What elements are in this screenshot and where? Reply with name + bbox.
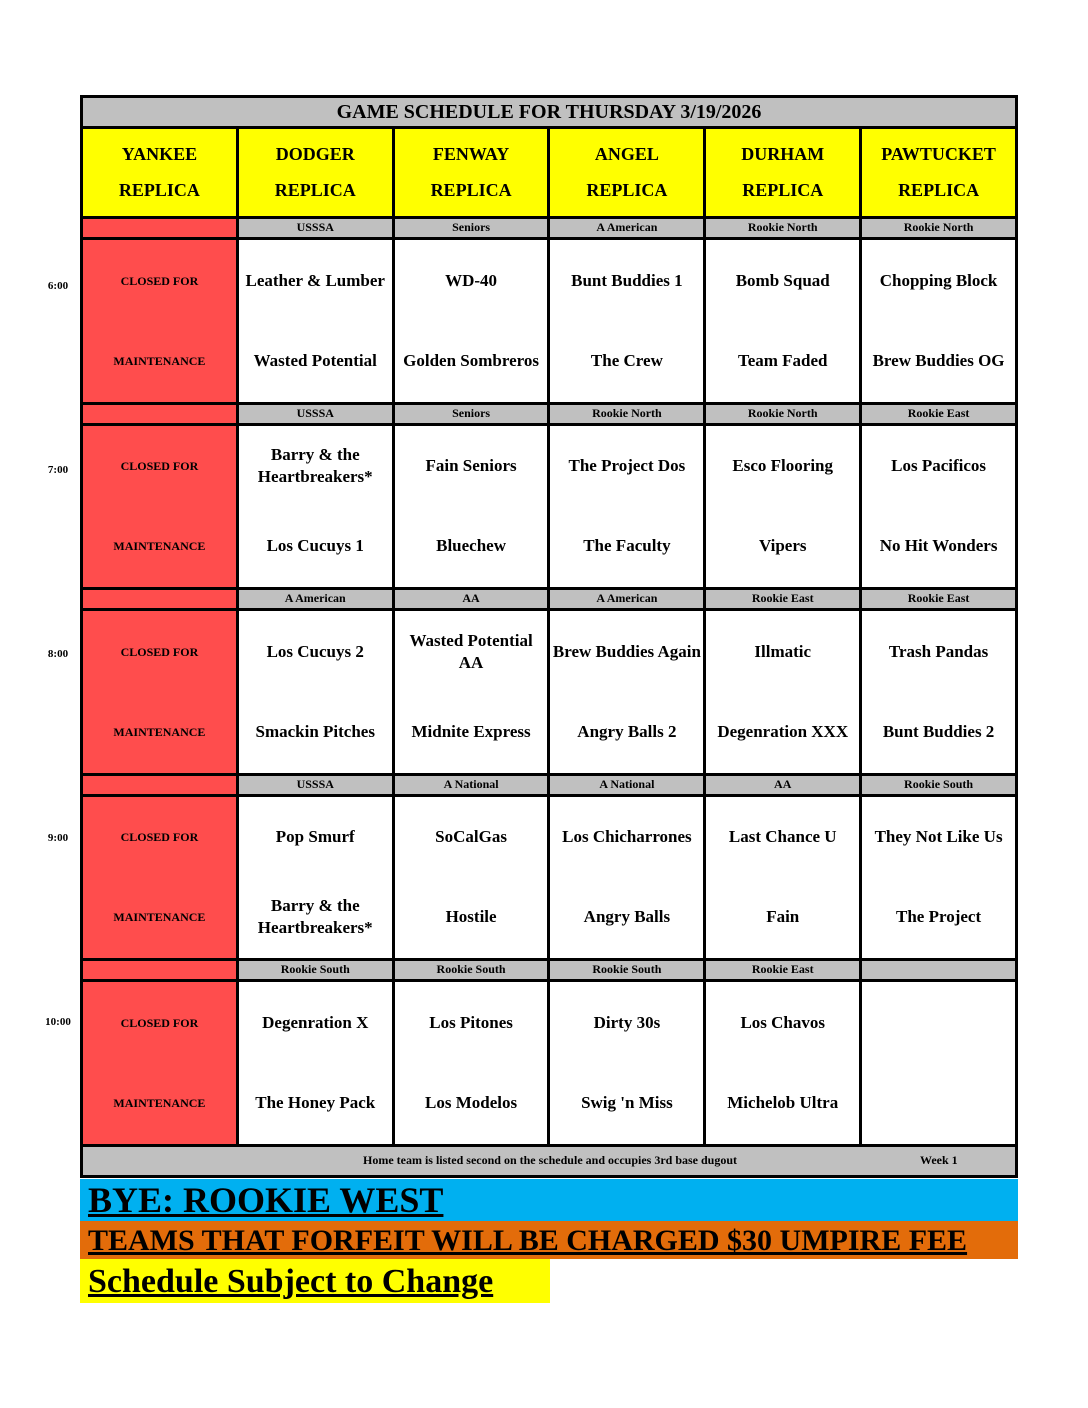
game-cell — [861, 610, 1017, 775]
home-team: Angry Balls — [583, 907, 671, 927]
field-name: ANGEL — [594, 144, 659, 165]
game-cell — [705, 424, 861, 589]
division-label: Rookie South — [393, 960, 549, 981]
away-team: Bunt Buddies 1 — [571, 270, 683, 290]
field-type: REPLICA — [118, 179, 200, 200]
home-team: Los Cucuys 1 — [266, 536, 364, 556]
away-team: Degenration X — [262, 1012, 369, 1032]
away-team: Los Chavos — [740, 1012, 825, 1032]
away-team: WD-40 — [445, 270, 498, 290]
game-cell — [705, 981, 861, 1146]
closed-divider-cell — [82, 774, 238, 795]
game-row — [82, 239, 1017, 404]
game-row — [82, 795, 1017, 960]
home-team: Midnite Express — [411, 721, 531, 741]
away-team: Wasted Potential AA — [409, 630, 533, 672]
game-cell — [861, 239, 1017, 404]
away-team: Brew Buddies Again — [552, 641, 701, 661]
game-row — [82, 610, 1017, 775]
home-team: No Hit Wonders — [879, 536, 998, 556]
game-cell — [549, 795, 705, 960]
home-team: Angry Balls 2 — [577, 721, 677, 741]
home-team: Wasted Potential — [253, 350, 377, 370]
division-label: Rookie East — [705, 960, 861, 981]
game-cell — [237, 239, 393, 404]
field-name: FENWAY — [432, 144, 510, 165]
division-label: Seniors — [393, 218, 549, 239]
time-label: 9:00 — [47, 832, 69, 844]
field-header-durham — [705, 128, 861, 218]
maintenance-label: MAINTENANCE — [113, 353, 206, 368]
field-type: REPLICA — [274, 179, 356, 200]
game-cell — [549, 239, 705, 404]
schedule-title: GAME SCHEDULE FOR THURSDAY 3/19/2026 — [82, 97, 1017, 128]
away-team: Fain Seniors — [425, 456, 517, 476]
division-label: Rookie North — [705, 218, 861, 239]
away-team: Dirty 30s — [593, 1012, 661, 1032]
game-cell — [549, 610, 705, 775]
division-label: Rookie South — [861, 774, 1017, 795]
game-cell — [393, 981, 549, 1146]
home-team: The Crew — [590, 350, 663, 370]
division-row — [82, 589, 1017, 610]
schedule-change-banner: Schedule Subject to Change — [80, 1259, 550, 1303]
division-row — [82, 403, 1017, 424]
game-cell — [549, 424, 705, 589]
away-team: Barry & the Heartbreakers* — [257, 445, 373, 487]
division-label: Rookie North — [705, 403, 861, 424]
game-cell — [393, 424, 549, 589]
time-label: 8:00 — [47, 648, 69, 660]
away-team: The Project Dos — [568, 456, 686, 476]
home-team: Michelob Ultra — [727, 1092, 839, 1112]
field-header-fenway — [393, 128, 549, 218]
home-team: Degenration XXX — [717, 721, 849, 741]
closed-for-maintenance-cell — [82, 795, 238, 960]
game-cell — [861, 424, 1017, 589]
home-team: Bluechew — [436, 536, 507, 556]
maintenance-label: MAINTENANCE — [113, 724, 206, 739]
forfeit-banner: TEAMS THAT FORFEIT WILL BE CHARGED $30 UMPIRE FEE — [80, 1221, 1018, 1259]
game-cell — [705, 239, 861, 404]
field-type: REPLICA — [430, 179, 512, 200]
division-label: A National — [393, 774, 549, 795]
away-team: Last Chance U — [728, 827, 837, 847]
closed-label: CLOSED FOR — [120, 1015, 199, 1030]
division-label: Rookie East — [705, 589, 861, 610]
field-name: DODGER — [275, 144, 355, 165]
division-label: USSSA — [237, 403, 393, 424]
division-label: A American — [549, 218, 705, 239]
division-label: Seniors — [393, 403, 549, 424]
game-cell — [861, 795, 1017, 960]
home-team: Golden Sombreros — [403, 350, 539, 370]
division-label: AA — [705, 774, 861, 795]
game-cell — [237, 424, 393, 589]
field-type: REPLICA — [898, 179, 980, 200]
field-header-row — [82, 128, 1017, 218]
home-team: Brew Buddies OG — [872, 350, 1005, 370]
home-team: Fain — [766, 907, 800, 927]
field-header-yankee — [82, 128, 238, 218]
closed-for-maintenance-cell — [82, 981, 238, 1146]
away-team: Pop Smurf — [275, 827, 355, 847]
schedule-table — [80, 95, 1018, 1178]
home-team: Bunt Buddies 2 — [882, 721, 995, 741]
away-team: SoCalGas — [435, 827, 507, 847]
game-cell — [237, 981, 393, 1146]
away-team: Los Chicharrones — [562, 827, 692, 847]
closed-divider-cell — [82, 218, 238, 239]
away-team: Trash Pandas — [888, 641, 989, 661]
division-row — [82, 218, 1017, 239]
home-team: Barry & the Heartbreakers* — [257, 896, 373, 938]
home-team: Team Faded — [737, 350, 828, 370]
closed-for-maintenance-cell — [82, 239, 238, 404]
away-team: Chopping Block — [879, 270, 998, 290]
field-name: YANKEE — [121, 144, 198, 165]
away-team: Illmatic — [754, 641, 812, 661]
maintenance-label: MAINTENANCE — [113, 910, 206, 925]
division-row — [82, 774, 1017, 795]
closed-divider-cell — [82, 403, 238, 424]
game-cell — [237, 795, 393, 960]
closed-label: CLOSED FOR — [120, 644, 199, 659]
away-team — [862, 983, 1015, 1063]
home-team: The Honey Pack — [255, 1092, 376, 1112]
game-cell — [705, 795, 861, 960]
bye-banner: BYE: ROOKIE WEST — [80, 1179, 1018, 1221]
away-team: Bomb Squad — [735, 270, 830, 290]
maintenance-label: MAINTENANCE — [113, 1095, 206, 1110]
away-team: Esco Flooring — [732, 456, 834, 476]
maintenance-label: MAINTENANCE — [113, 539, 206, 554]
division-label: USSSA — [237, 218, 393, 239]
field-name: PAWTUCKET — [881, 144, 996, 165]
home-team: The Project — [896, 907, 982, 927]
division-label — [861, 960, 1017, 981]
field-header-pawtucket — [861, 128, 1017, 218]
field-type: REPLICA — [586, 179, 668, 200]
division-label: A American — [237, 589, 393, 610]
time-label: 7:00 — [47, 464, 69, 476]
game-cell — [861, 981, 1017, 1146]
week-label: Week 1 — [920, 1153, 958, 1168]
division-label: AA — [393, 589, 549, 610]
game-cell — [393, 610, 549, 775]
division-label: USSSA — [237, 774, 393, 795]
away-team: Los Pacificos — [891, 456, 987, 476]
field-header-dodger — [237, 128, 393, 218]
division-label: Rookie North — [549, 403, 705, 424]
division-label: Rookie South — [549, 960, 705, 981]
division-label: Rookie East — [861, 403, 1017, 424]
division-label: A National — [549, 774, 705, 795]
division-row — [82, 960, 1017, 981]
footer-cell — [82, 1145, 1017, 1176]
away-team: Los Pitones — [429, 1012, 513, 1032]
time-label: 10:00 — [45, 1016, 71, 1028]
home-team: Swig 'n Miss — [581, 1092, 673, 1112]
home-team-note: Home team is listed second on the schedule and occupies 3rd base dugout — [362, 1153, 738, 1168]
closed-for-maintenance-cell — [82, 424, 238, 589]
game-cell — [237, 610, 393, 775]
home-team: The Faculty — [583, 536, 671, 556]
closed-divider-cell — [82, 960, 238, 981]
time-label: 6:00 — [47, 280, 69, 292]
division-label: Rookie North — [861, 218, 1017, 239]
game-cell — [393, 795, 549, 960]
game-cell — [549, 981, 705, 1146]
home-team: Hostile — [445, 907, 497, 927]
game-cell — [705, 610, 861, 775]
home-team: Smackin Pitches — [255, 721, 375, 741]
field-name: DURHAM — [741, 144, 825, 165]
closed-label: CLOSED FOR — [120, 273, 199, 288]
closed-for-maintenance-cell — [82, 610, 238, 775]
closed-divider-cell — [82, 589, 238, 610]
field-type: REPLICA — [742, 179, 824, 200]
game-row — [82, 981, 1017, 1146]
home-team — [862, 1063, 1015, 1143]
home-team: Vipers — [758, 536, 807, 556]
field-header-angel — [549, 128, 705, 218]
game-row — [82, 424, 1017, 589]
title-row — [82, 97, 1017, 128]
division-label: A American — [549, 589, 705, 610]
away-team: Leather & Lumber — [245, 270, 385, 290]
footer-row — [82, 1145, 1017, 1176]
game-cell — [393, 239, 549, 404]
division-label: Rookie East — [861, 589, 1017, 610]
away-team: They Not Like Us — [874, 827, 1003, 847]
away-team: Los Cucuys 2 — [266, 641, 364, 661]
closed-label: CLOSED FOR — [120, 459, 199, 474]
closed-label: CLOSED FOR — [120, 830, 199, 845]
home-team: Los Modelos — [425, 1092, 518, 1112]
division-label: Rookie South — [237, 960, 393, 981]
